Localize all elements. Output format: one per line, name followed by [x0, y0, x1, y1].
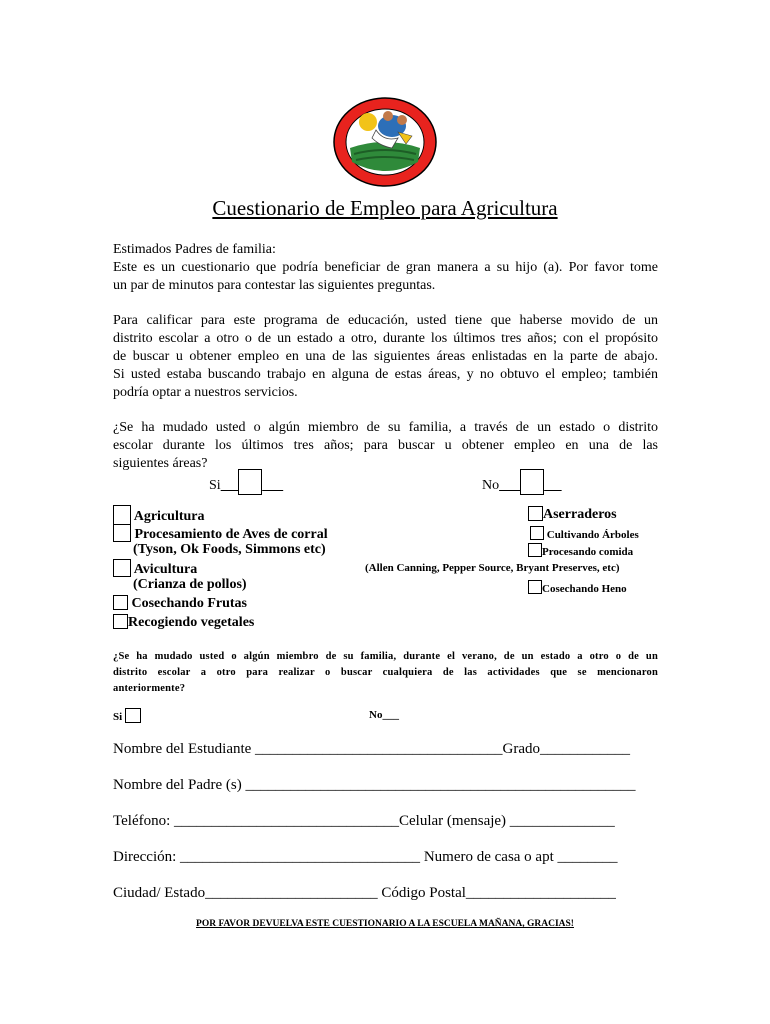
city-row [113, 885, 616, 902]
q1-yes-label: Si [209, 478, 221, 493]
comida-checkbox[interactable] [528, 543, 542, 557]
aves-checkbox[interactable] [113, 524, 131, 542]
area-arboles [530, 526, 639, 541]
avicultura-checkbox[interactable] [113, 559, 131, 577]
vegetales-checkbox[interactable] [113, 614, 128, 629]
qualify-line-1: Para calificar para este programa de educación, usted tiene que haberse movido de un [113, 313, 658, 328]
q1-no-label: No [482, 478, 500, 493]
parent-row [113, 777, 635, 794]
arboles-label: Cultivando Árboles [546, 529, 639, 541]
qualify-line-3: de buscar u obtener empleo en una de las siguientes áreas enlistadas en la parte de abajo. [113, 349, 658, 364]
address-field[interactable]: Dirección: ________________________________ [113, 849, 421, 865]
qualify-line-2: distrito escolar a otro o de un estado a otro, durante los últimos tres años; con el propósito [113, 331, 658, 346]
area-agricultura [113, 505, 205, 525]
area-avicultura [113, 559, 197, 578]
vegetales-label: Recogiendo vegetales [128, 615, 255, 630]
agricultura-checkbox[interactable] [113, 505, 131, 525]
address-row [113, 849, 618, 866]
q1-no-checkbox[interactable] [520, 469, 544, 495]
q2-no-option: No___ [369, 709, 399, 721]
agricultura-label: Agricultura [133, 509, 205, 524]
frutas-label: Cosechando Frutas [131, 596, 248, 611]
q2-yes-checkbox[interactable] [125, 708, 141, 723]
aserraderos-checkbox[interactable] [528, 506, 543, 521]
heno-checkbox[interactable] [528, 580, 542, 594]
page-title: Cuestionario de Empleo para Agricultura [212, 196, 558, 220]
question-1 [113, 419, 658, 473]
apt-field[interactable]: Numero de casa o apt ________ [423, 849, 618, 865]
intro-line-2: un par de minutos para contestar las siguientes preguntas. [113, 278, 436, 293]
frutas-checkbox[interactable] [113, 595, 128, 610]
question-1-line-2: escolar durante los últimos tres años; para buscar u obtener empleo en una de las [113, 438, 658, 453]
cell-field[interactable]: Celular (mensaje) ______________ [399, 813, 615, 829]
q1-yes-checkbox[interactable] [238, 469, 262, 495]
footer-note: POR FAVOR DEVUELVA ESTE CUESTIONARIO A LA ESCUELA MAÑANA, GRACIAS! [196, 919, 574, 929]
area-vegetales [113, 614, 254, 631]
q1-yes-option [209, 469, 283, 495]
phone-field[interactable]: Teléfono: ______________________________ [113, 813, 400, 829]
question-2-line-3: anteriormente? [113, 683, 186, 694]
greeting-paragraph [113, 241, 658, 295]
question-2-line-2: distrito escolar a otro para realizar o buscar cualquiera de las actividades que se mencionaron [113, 667, 658, 678]
student-name-field[interactable]: Nombre del Estudiante _________________________________ [113, 741, 503, 757]
greeting: Estimados Padres de familia: [113, 242, 276, 257]
qualify-line-4: Si usted estaba buscando trabajo en alguna de estas áreas, y no obtuvo el empleo; también [113, 367, 658, 382]
area-heno [528, 580, 627, 595]
agriculture-logo [332, 96, 438, 188]
q2-yes-label: Si [113, 711, 123, 723]
student-row [113, 741, 630, 758]
aserraderos-label: Aserraderos [543, 507, 617, 522]
intro-line-1: Este es un cuestionario que podría beneficiar de gran manera a su hijo (a). Por favor tome [113, 260, 658, 275]
phone-row [113, 813, 615, 830]
qualify-line-5: podría optar a nuestros servicios. [113, 385, 298, 400]
area-comida [528, 543, 633, 558]
comida-detail: (Allen Canning, Pepper Source, Bryant Preserves, etc) [365, 562, 620, 574]
aves-detail: (Tyson, Ok Foods, Simmons etc) [133, 542, 326, 557]
area-aserraderos [528, 506, 617, 523]
aves-label: Procesamiento de Aves de corral [134, 527, 328, 542]
avicultura-label: Avicultura [133, 562, 198, 577]
area-aves [113, 524, 328, 543]
zip-field[interactable]: Código Postal____________________ [381, 885, 616, 901]
heno-label: Cosechando Heno [542, 583, 627, 595]
question-1-line-3: siguientes áreas? [113, 456, 208, 471]
comida-label: Procesando comida [542, 546, 634, 558]
q2-yes-option [113, 708, 141, 723]
q1-no-option [482, 469, 562, 495]
question-2 [113, 649, 658, 697]
arboles-checkbox[interactable] [530, 526, 544, 540]
grade-field[interactable]: Grado____________ [502, 741, 631, 757]
qualify-paragraph [113, 312, 658, 402]
question-1-line-1: ¿Se ha mudado usted o algún miembro de su familia, a través de un estado o distrito [113, 420, 658, 435]
parent-name-field[interactable]: Nombre del Padre (s) ____________________________________________________ [113, 777, 636, 793]
city-state-field[interactable]: Ciudad/ Estado_______________________ [113, 885, 378, 901]
avicultura-detail: (Crianza de pollos) [133, 577, 247, 592]
question-2-line-1: ¿Se ha mudado usted o algún miembro de su familia, durante el verano, de un estado a otro o de un [113, 651, 658, 662]
area-frutas [113, 595, 247, 612]
